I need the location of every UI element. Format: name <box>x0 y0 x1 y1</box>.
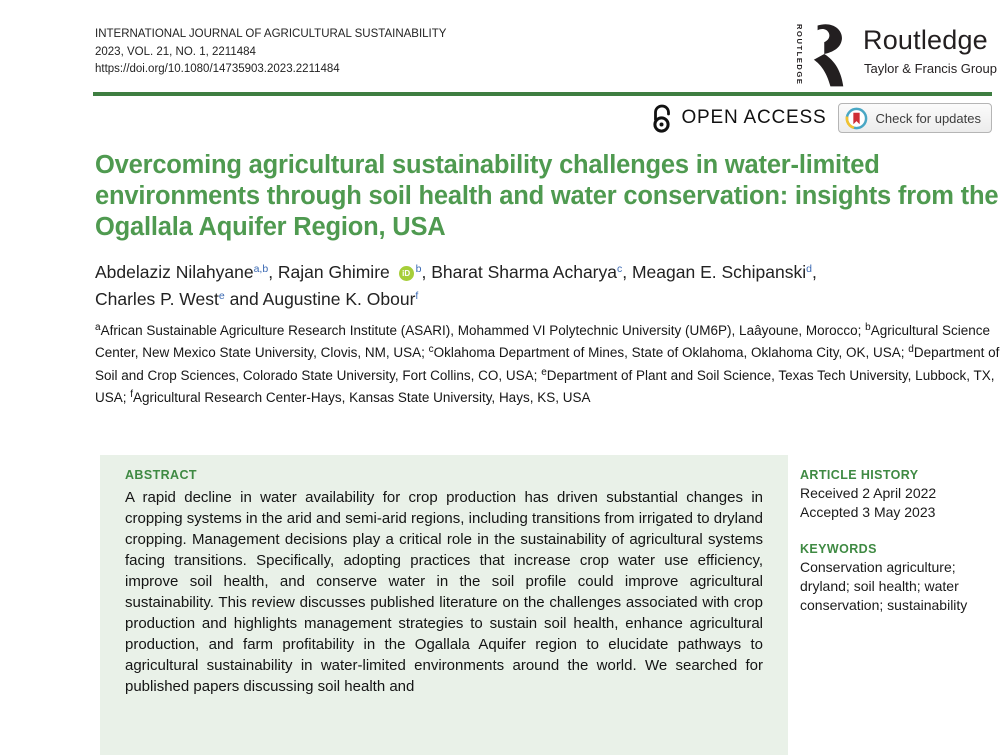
authors <box>95 259 817 313</box>
received-date: Received 2 April 2022 <box>800 485 937 501</box>
journal-name: INTERNATIONAL JOURNAL OF AGRICULTURAL SUSTAINABILITY <box>95 28 447 40</box>
article-history-heading: ARTICLE HISTORY <box>800 468 919 482</box>
open-access <box>650 104 826 133</box>
journal-issue: 2023, VOL. 21, NO. 1, 2211484 <box>95 45 256 58</box>
superscript-label: e <box>218 290 225 302</box>
publisher-group: Taylor & Francis Group <box>864 61 997 76</box>
superscript-label: b <box>865 322 871 333</box>
check-updates-button[interactable] <box>838 103 992 133</box>
abstract-section <box>100 455 788 755</box>
superscript-label: d <box>908 344 914 356</box>
orcid-icon[interactable]: iD <box>399 266 414 281</box>
abstract-heading: ABSTRACT <box>125 468 197 482</box>
open-access-label: OPEN ACCESS <box>681 107 827 128</box>
superscript-label: f <box>130 389 134 401</box>
affiliations: $^a$African Sustainable Agriculture Research Institute (ASARI), Mohammed VI Polytechnic University (UM6P), Laâyoune, Morocco; $^b$Agricultural Science Center, New Mexico State University, Clovis, NM, USA; $^c$Oklahoma Department of Mines, State of Oklahoma, Oklahoma City, OK, USA; $^d$Department of Soil and Crop Sciences, Colorado State University, Fort Collins, CO, USA; $^e$Department of Plant and Soil Science, Texas Tech University, Lubbock, TX, USA; $^f$Agricultural Research Center-Hays, Kansas State University, Hays, KS, USA <box>95 322 1000 406</box>
accepted-date: Accepted 3 May 2023 <box>800 504 936 520</box>
access-row <box>650 102 992 134</box>
keywords-text: Conservation agriculture; dryland; soil health; water conservation; sustainability <box>800 559 968 613</box>
superscript-label: c <box>428 344 434 356</box>
page-title: Overcoming agricultural sustainability challenges in water-limited environments through soil health and water conservation: insights from the Ogallala Aquifer Region, USA <box>95 151 999 241</box>
superscript-label: f <box>415 290 419 302</box>
superscript-label: e <box>541 366 547 378</box>
open-access-lock-icon <box>650 104 674 133</box>
doi-link[interactable]: https://doi.org/10.1080/14735903.2023.2211484 <box>95 63 340 75</box>
journal-info <box>95 26 446 79</box>
check-updates-label: Check for updates <box>875 110 981 126</box>
routledge-vertical-label: ROUTLEDGE <box>795 24 804 86</box>
publisher-name: Routledge <box>863 25 988 55</box>
keywords-block <box>800 540 1000 615</box>
superscript-label: b <box>415 263 422 275</box>
authors-line-1: Abdelaziz Nilahyane$^{a,b}$, Rajan Ghimire iD $^b$, Bharat Sharma Acharya$^c$, Meagan E. Schipanski$^d$, <box>95 262 817 282</box>
article-meta-sidebar <box>800 466 1000 615</box>
superscript-label: c <box>617 263 623 275</box>
routledge-logo <box>795 20 1000 90</box>
abstract-text: A rapid decline in water availability for crop production has driven substantial changes in cropping systems in the arid and semi-arid regions, including transitions from irrigated to dryland cropping. Management decisions play a critical role in the sustainability of agricultural systems facing transitions. Specifically, adopting practices that increase crop water use efficiency, improve soil health, and conserve water in the soil profile could improve agricultural sustainability. This review discusses published literature on the challenges associated with crop production and highlights management strategies to sustain soil health, enhance agricultural production, and farm profitability in the Ogallala Aquifer region to elucidate pathways to agricultural sustainability in water-limited environments around the world. We searched for published papers discussing soil health and <box>125 489 763 695</box>
crossmark-icon <box>845 107 868 130</box>
header-rule <box>93 92 992 96</box>
superscript-label: d <box>806 263 812 275</box>
authors-line-2: Charles P. West$^e$ and Augustine K. Obour$^f$ <box>95 289 419 309</box>
routledge-r-icon <box>810 21 848 89</box>
superscript-label: a,b <box>253 263 269 275</box>
superscript-label: a <box>95 322 101 333</box>
keywords-heading: KEYWORDS <box>800 542 877 556</box>
